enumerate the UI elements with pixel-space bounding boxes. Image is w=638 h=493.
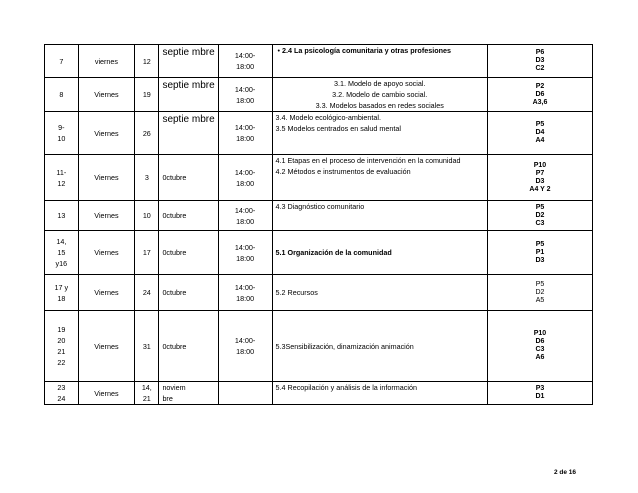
time-cell: 14:00- 18:00 bbox=[218, 112, 272, 155]
topic-cell bbox=[272, 155, 487, 201]
schedule-row bbox=[45, 112, 593, 155]
code-item: D3 bbox=[535, 57, 545, 64]
week-cell: 13 bbox=[45, 201, 79, 231]
date-cell: 17 bbox=[135, 231, 159, 275]
topic-line: • 2.4 La psicología comunitaria y otras profesiones bbox=[276, 45, 484, 56]
time-cell: 14:00- 18:00 bbox=[218, 45, 272, 78]
code-item: A6 bbox=[535, 354, 545, 361]
schedule-row bbox=[45, 78, 593, 112]
week-cell: 14, 15 y16 bbox=[45, 231, 79, 275]
day-cell: Viernes bbox=[78, 231, 135, 275]
schedule-table bbox=[44, 44, 593, 405]
code-item: D6 bbox=[535, 90, 545, 98]
codes-cell bbox=[487, 201, 592, 231]
code-item: P5 bbox=[535, 121, 545, 128]
code-item: D4 bbox=[535, 129, 545, 136]
topic-cell bbox=[272, 382, 487, 405]
codes-cell bbox=[487, 231, 592, 275]
topic-line: 3.2. Modelo de cambio social. bbox=[332, 90, 428, 99]
codes-cell bbox=[487, 311, 592, 382]
month-cell: 0ctubre bbox=[159, 231, 218, 275]
topic-line: 3.3. Modelos basados en redes sociales bbox=[315, 101, 444, 110]
code-item: P2 bbox=[535, 82, 545, 90]
topic-line: 5.3Sensibilización, dinamización animación bbox=[275, 341, 414, 351]
month-cell: septie mbre bbox=[159, 78, 218, 112]
codes-cell bbox=[487, 45, 592, 78]
topic-line: 5.2 Recursos bbox=[275, 288, 318, 297]
time-cell: 14:00- 18:00 bbox=[218, 275, 272, 311]
code-item: A5 bbox=[535, 296, 545, 304]
time-cell: 14:00- 18:00 bbox=[218, 201, 272, 231]
codes-cell bbox=[487, 155, 592, 201]
schedule-row bbox=[45, 275, 593, 311]
codes-cell bbox=[487, 382, 592, 405]
code-item: P6 bbox=[535, 49, 545, 56]
code-item: C3 bbox=[535, 346, 545, 353]
time-cell: 14:00- 18:00 bbox=[218, 231, 272, 275]
topic-cell bbox=[272, 112, 487, 155]
day-cell: Viernes bbox=[78, 112, 135, 155]
codes-cell bbox=[487, 112, 592, 155]
time-cell: 14:00- 18:00 bbox=[218, 155, 272, 201]
topic-line: 4.2 Métodos e instrumentos de evaluación bbox=[275, 167, 411, 176]
code-item: D1 bbox=[535, 393, 545, 400]
code-item: P5 bbox=[535, 203, 545, 211]
day-cell: Viernes bbox=[78, 382, 135, 405]
code-item: P5 bbox=[535, 240, 545, 248]
day-cell: viernes bbox=[78, 45, 135, 78]
month-cell: 0ctubre bbox=[159, 311, 218, 382]
code-item: P5 bbox=[535, 280, 545, 288]
date-cell: 24 bbox=[135, 275, 159, 311]
date-cell: 3 bbox=[135, 155, 159, 201]
month-cell: 0ctubre bbox=[159, 275, 218, 311]
time-cell: 14:00- 18:00 bbox=[218, 311, 272, 382]
code-item: P10 bbox=[533, 330, 547, 337]
date-cell: 14, 21 bbox=[135, 382, 159, 405]
page-number: 2 de 16 bbox=[554, 469, 577, 476]
month-cell: septie mbre bbox=[159, 45, 218, 78]
date-cell: 26 bbox=[135, 112, 159, 155]
code-item: D3 bbox=[535, 256, 545, 264]
code-item: A3,6 bbox=[532, 98, 548, 106]
time-cell bbox=[218, 382, 272, 405]
topic-cell bbox=[272, 275, 487, 311]
code-item: D3 bbox=[535, 177, 545, 185]
topic-line: 3.4. Modelo ecológico-ambiental. bbox=[275, 113, 381, 122]
topic-cell bbox=[272, 45, 487, 78]
code-item: D2 bbox=[535, 288, 545, 296]
schedule-row bbox=[45, 311, 593, 382]
date-cell: 10 bbox=[135, 201, 159, 231]
code-item: P10 bbox=[533, 161, 547, 169]
week-cell: 8 bbox=[45, 78, 79, 112]
topic-line: 3.5 Modelos centrados en salud mental bbox=[275, 124, 401, 133]
date-cell: 31 bbox=[135, 311, 159, 382]
topic-cell bbox=[272, 201, 487, 231]
month-cell: noviem bre bbox=[159, 382, 218, 405]
schedule-row bbox=[45, 45, 593, 78]
week-cell: 19 20 21 22 bbox=[45, 311, 79, 382]
schedule-row bbox=[45, 155, 593, 201]
codes-cell bbox=[487, 275, 592, 311]
week-cell: 11- 12 bbox=[45, 155, 79, 201]
month-cell: septie mbre bbox=[159, 112, 218, 155]
topic-cell bbox=[272, 311, 487, 382]
topic-cell bbox=[272, 78, 487, 112]
date-cell: 19 bbox=[135, 78, 159, 112]
topic-line: 4.3 Diagnóstico comunitario bbox=[275, 202, 365, 211]
week-cell: 9- 10 bbox=[45, 112, 79, 155]
topic-line: 5.4 Recopilación y análisis de la información bbox=[275, 383, 417, 392]
week-cell: 23 24 bbox=[45, 382, 79, 405]
day-cell: Viernes bbox=[78, 201, 135, 231]
code-item: D6 bbox=[535, 338, 545, 345]
day-cell: Viernes bbox=[78, 155, 135, 201]
schedule-row bbox=[45, 201, 593, 231]
code-item: P1 bbox=[535, 248, 545, 256]
codes-cell bbox=[487, 78, 592, 112]
date-cell: 12 bbox=[135, 45, 159, 78]
code-item: P3 bbox=[535, 385, 545, 392]
day-cell: Viernes bbox=[78, 311, 135, 382]
day-cell: Viernes bbox=[78, 78, 135, 112]
month-cell: 0ctubre bbox=[159, 155, 218, 201]
code-item: A4 bbox=[535, 137, 545, 144]
week-cell: 17 y 18 bbox=[45, 275, 79, 311]
schedule-row bbox=[45, 231, 593, 275]
day-cell: Viernes bbox=[78, 275, 135, 311]
week-cell: 7 bbox=[45, 45, 79, 78]
code-item: C3 bbox=[535, 219, 545, 227]
topic-line: 5.1 Organización de la comunidad bbox=[275, 248, 392, 257]
topic-cell bbox=[272, 231, 487, 275]
schedule-row bbox=[45, 382, 593, 405]
month-cell: 0ctubre bbox=[159, 201, 218, 231]
code-item: P7 bbox=[535, 169, 545, 177]
topic-line: 4.1 Etapas en el proceso de intervención en la comunidad bbox=[275, 156, 461, 165]
code-item: A4 Y 2 bbox=[529, 185, 551, 193]
time-cell: 14:00- 18:00 bbox=[218, 78, 272, 112]
code-item: D2 bbox=[535, 211, 545, 219]
code-item: C2 bbox=[535, 65, 545, 72]
topic-line: 3.1. Modelo de apoyo social. bbox=[333, 79, 426, 88]
